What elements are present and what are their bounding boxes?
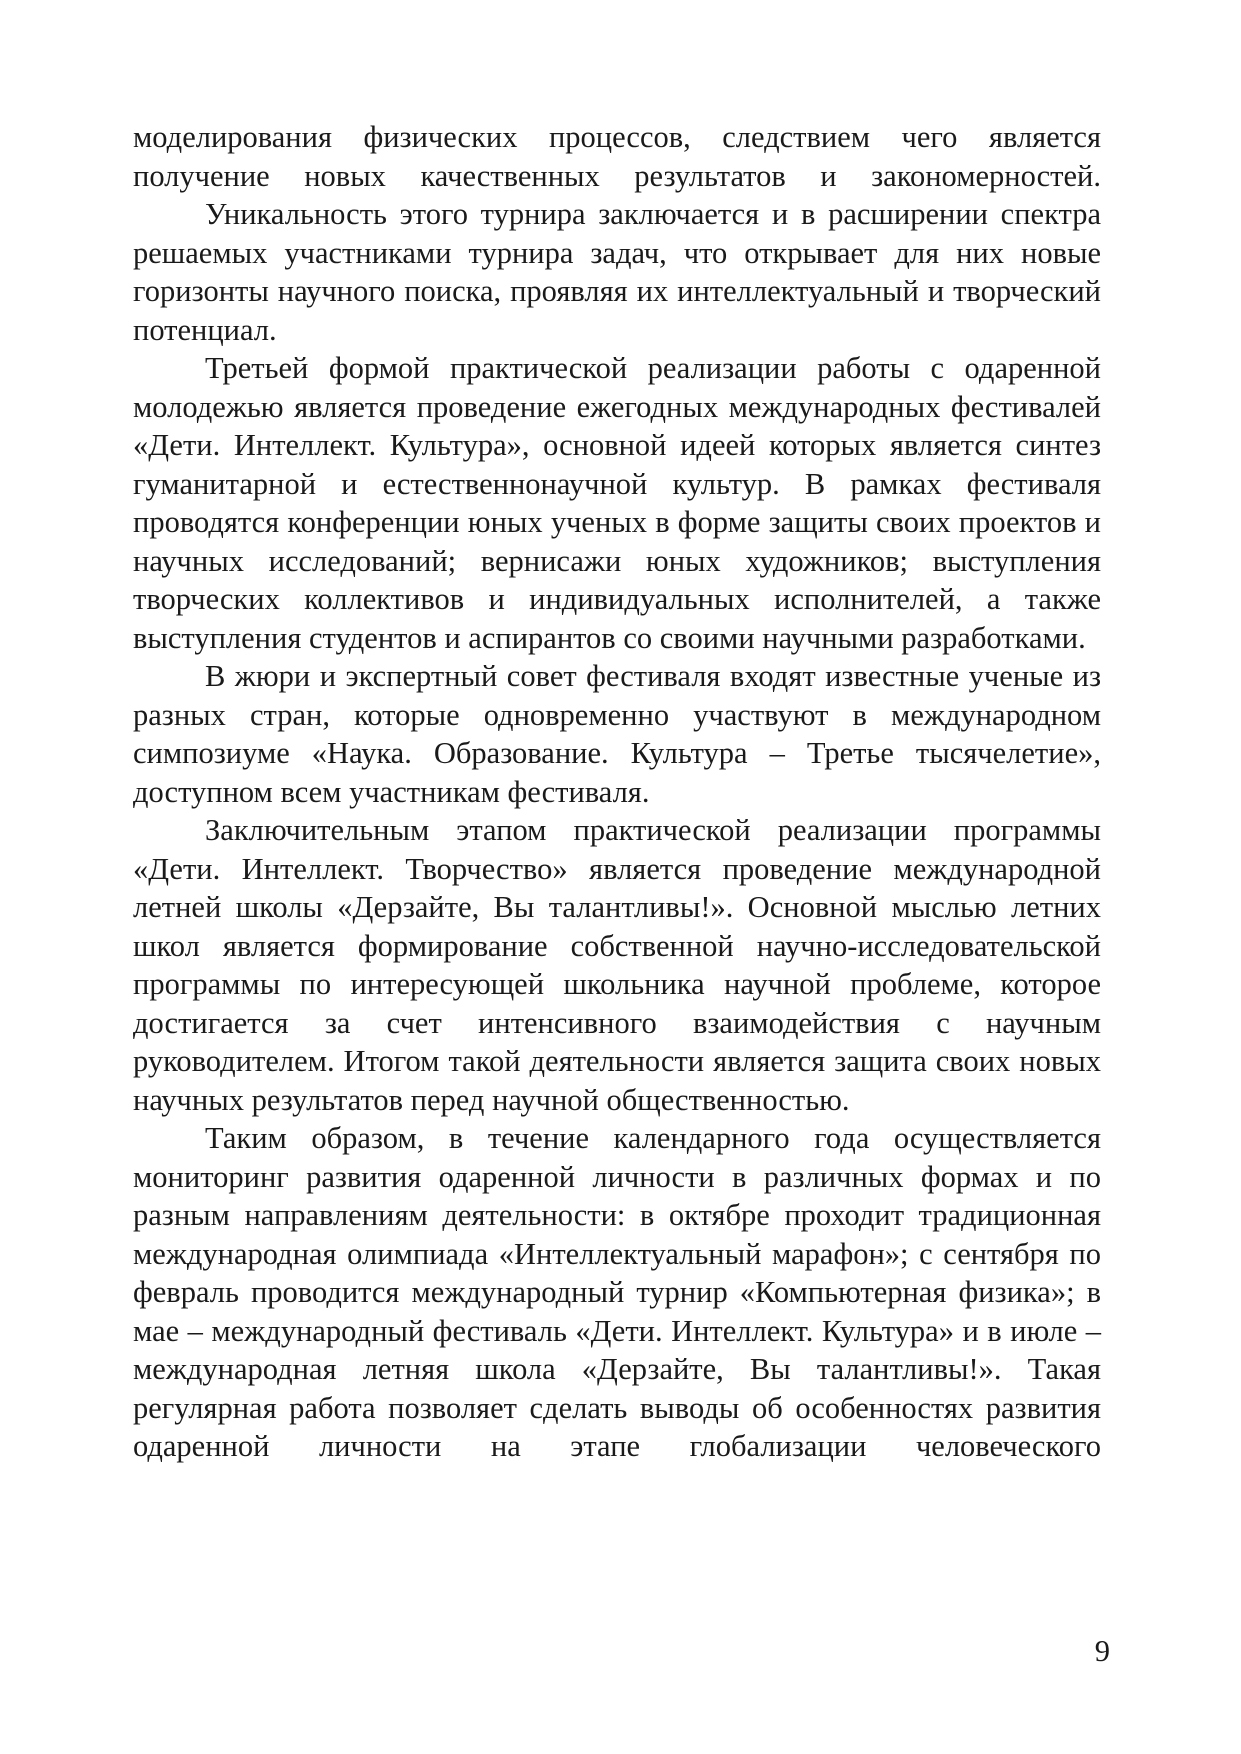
body-text: [133, 118, 1101, 1466]
page-number: 9: [1094, 1634, 1110, 1668]
paragraph-festival: Третьей формой практической реализации работы с одаренной молодежью является проведение ежегодных международных фестивалей «Дети. Интеллект. Культура», основной идеей которых является синтез гуманитарной и естественнонаучной культур. В рамках фестиваля проводятся конференции юных ученых в форме защиты своих проектов и научных исследований; вернисажи юных художников; выступления творческих коллективов и индивидуальных исполнителей, а также выступления студентов и аспирантов со своими научными разработками.: [133, 351, 1101, 655]
paragraph-continuation: моделирования физических процессов, следствием чего является получение новых качественных результатов и закономерностей.: [133, 120, 1101, 193]
paragraph-tournament-uniqueness: Уникальность этого турнира заключается и в расширении спектра решаемых участниками турнира задач, что открывает для них новые горизонты научного поиска, проявляя их интеллектуальный и творческий потенциал.: [133, 197, 1101, 347]
paragraph-jury: В жюри и экспертный совет фестиваля входят известные ученые из разных стран, которые одновременно участвуют в международном симпозиуме «Наука. Образование. Культура – Третье тысячелетие», доступном всем участникам фестиваля.: [133, 659, 1101, 809]
paragraph-summer-school: Заключительным этапом практической реализации программы «Дети. Интеллект. Творчество» является проведение международной летней школы «Дерзайте, Вы талантливы!». Основной мыслью летних школ является формирование собственной научно-исследовательской программы по интересующей школьника научной проблеме, которое достигается за счет интенсивного взаимодействия с научным руководителем. Итогом такой деятельности является защита своих новых научных результатов перед научной общественностью.: [133, 813, 1101, 1117]
paragraph-monitoring: Таким образом, в течение календарного года осуществляется мониторинг развития одаренной личности в различных формах и по разным направлениям деятельности: в октябре проходит традиционная международная олимпиада «Интеллектуальный марафон»; с сентября по февраль проводится международный турнир «Компьютерная физика»; в мае – международный фестиваль «Дети. Интеллект. Культура» и в июле – международная летняя школа «Дерзайте, Вы талантливы!». Такая регулярная работа позволяет сделать выводы об особенностях развития одаренной личности на этапе глобализации человеческого: [133, 1121, 1101, 1463]
